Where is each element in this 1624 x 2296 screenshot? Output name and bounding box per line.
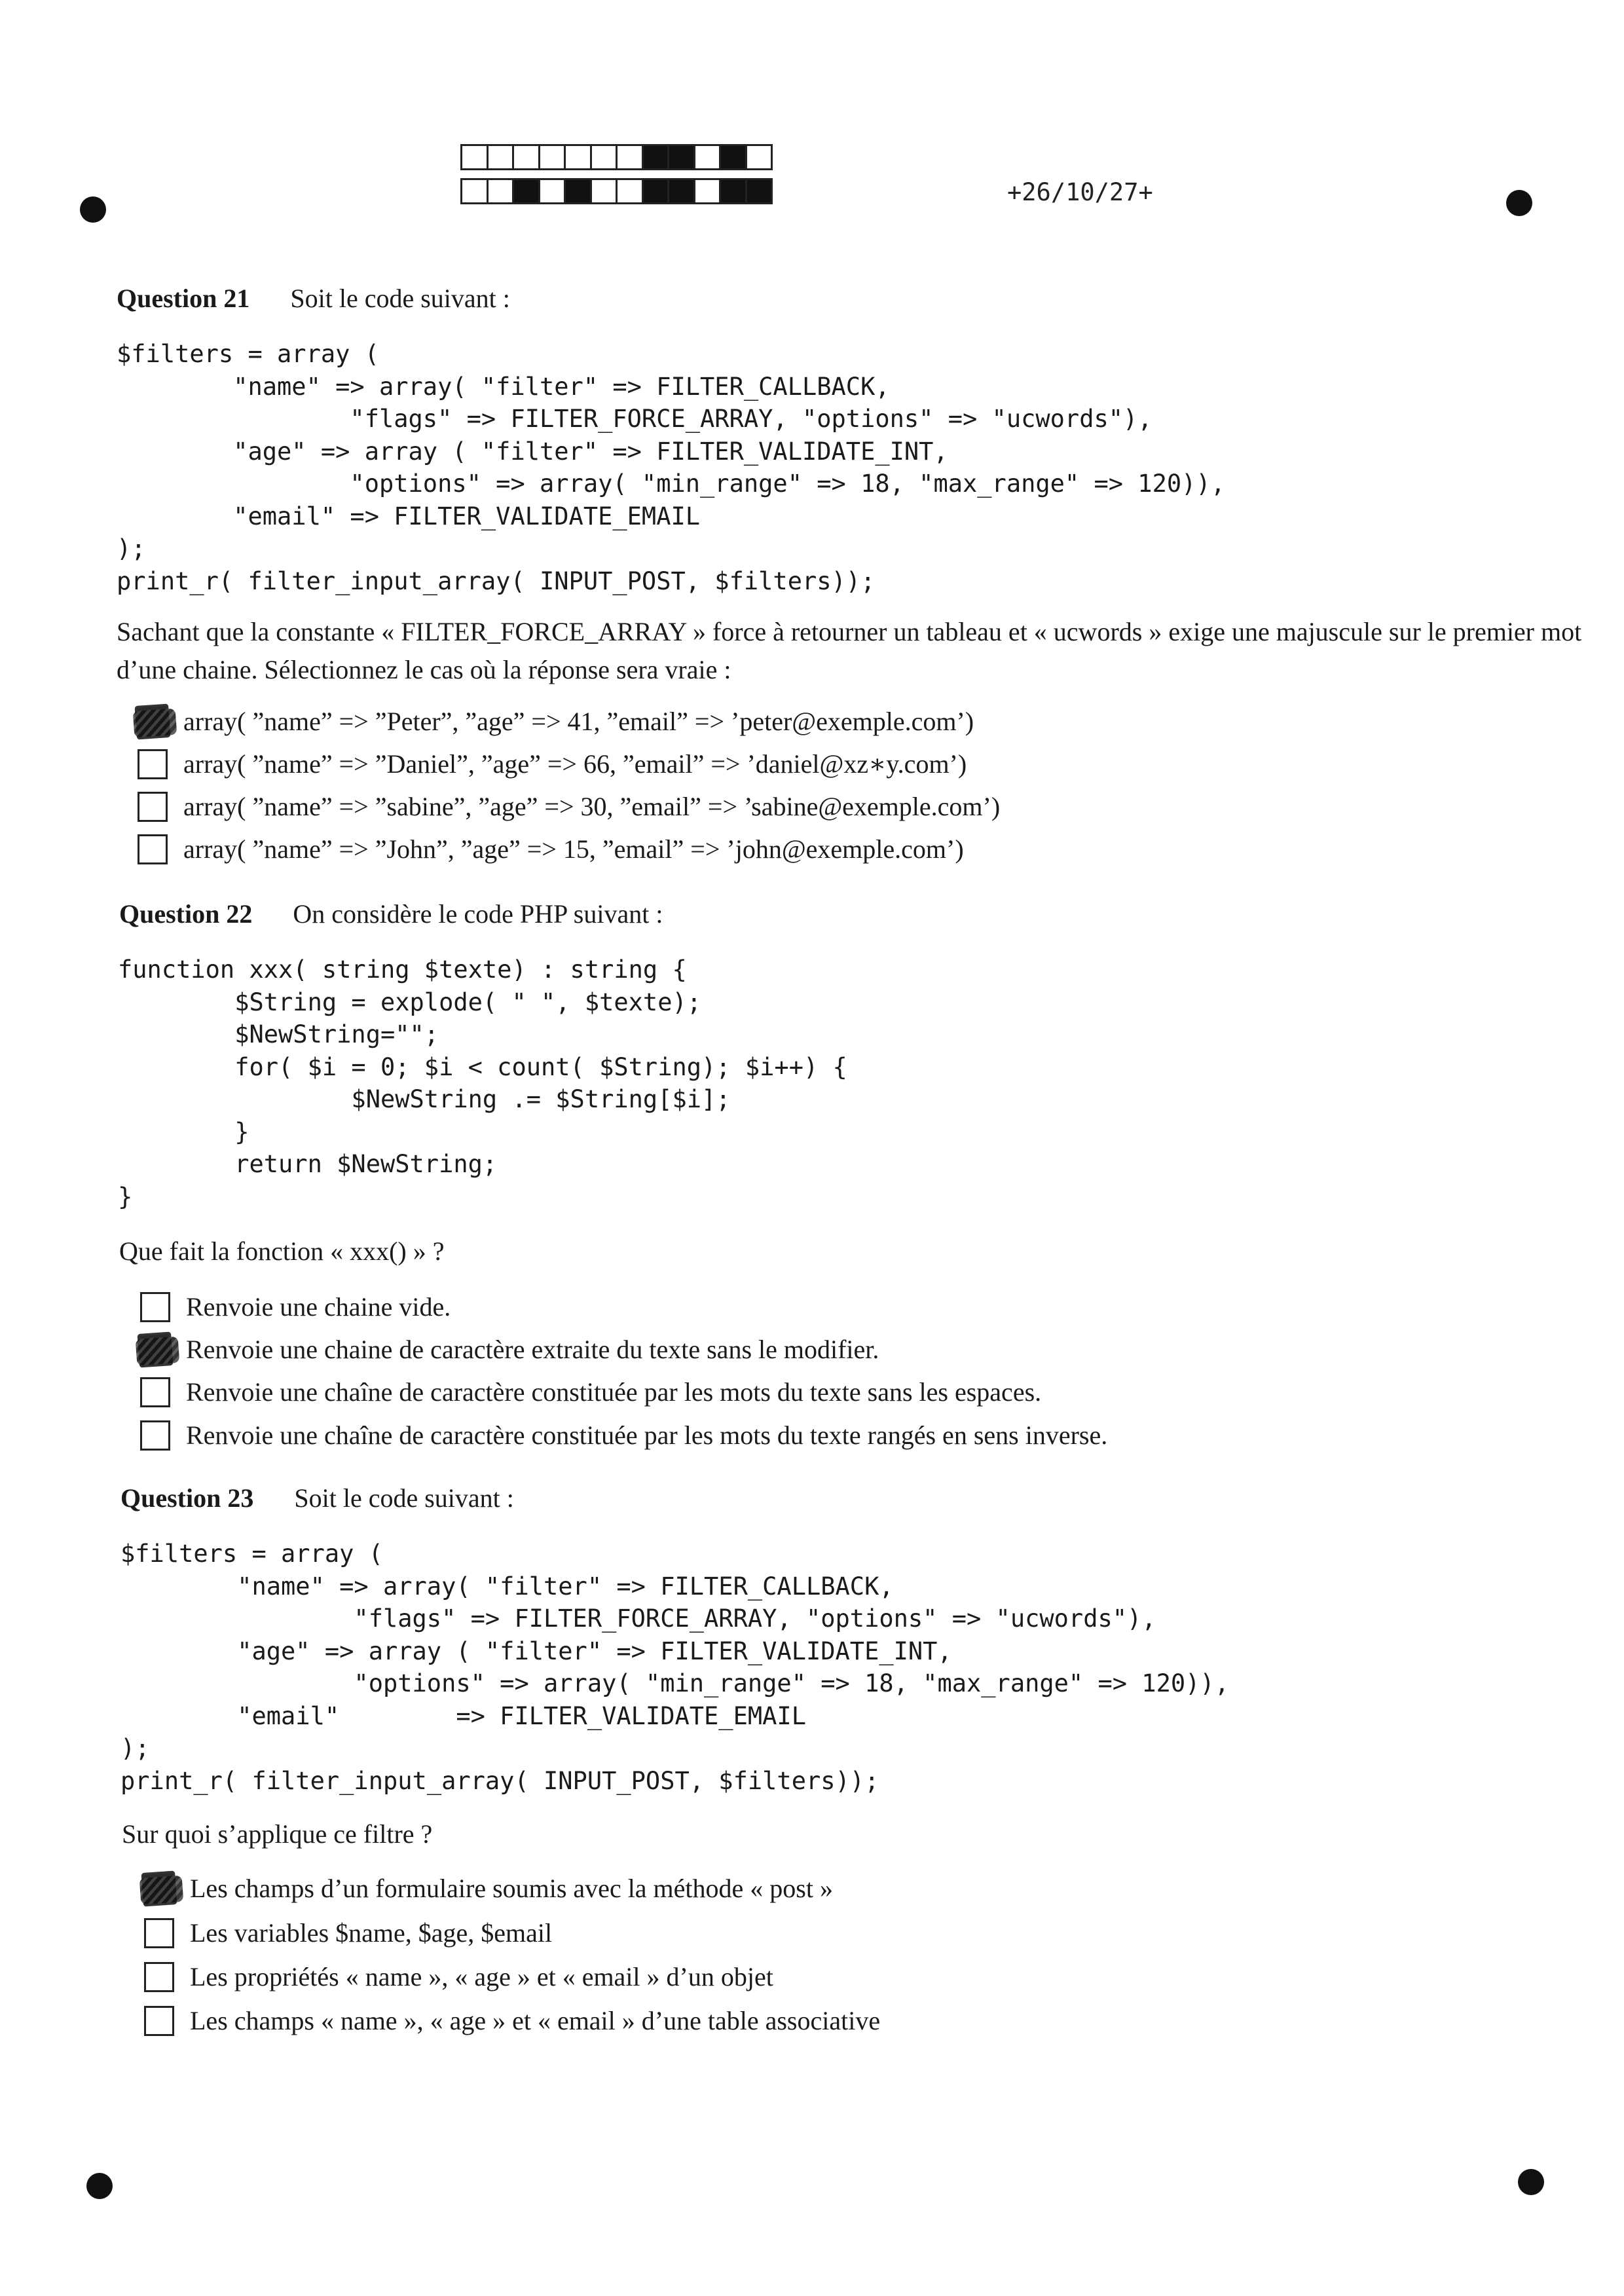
barcode-cell <box>693 178 722 204</box>
checkbox[interactable] <box>141 1870 177 1906</box>
barcode-row-1 <box>460 144 771 170</box>
question-21-code: $filters = array ( "name" => array( "filter" => FILTER_CALLBACK, "flags" => FILTER_FORCE_ARRAY, "options" => "ucwords"), "age" => array ( "filter" => FILTER_VALIDATE_INT, "options" => array( "min_range" => 18, "max_range" => 120)), "email" => FILTER_VALIDATE_EMAIL ); print_r( filter_input_array( INPUT_POST, $filters)); <box>117 340 1225 595</box>
question-22-option-1[interactable] <box>140 1291 451 1322</box>
option-label: Renvoie une chaine de caractère extraite du texte sans le modifier. <box>186 1335 879 1364</box>
checkbox[interactable] <box>144 1962 174 1992</box>
option-label: Renvoie une chaine vide. <box>186 1292 451 1322</box>
question-21-option-2[interactable] <box>138 749 967 779</box>
barcode-cell <box>564 144 592 170</box>
barcode-cell <box>538 178 566 204</box>
question-23-option-1[interactable] <box>144 1873 833 1904</box>
barcode-cell <box>642 178 670 204</box>
barcode-cell <box>642 144 670 170</box>
option-label: array( ”name” => ”Daniel”, ”age” => 66, ”email” => ’daniel@xz∗y.com’) <box>183 749 967 779</box>
barcode-cell <box>719 178 747 204</box>
registration-dot-top-right <box>1506 190 1532 216</box>
question-23-option-2[interactable] <box>144 1917 552 1948</box>
barcode-cell <box>616 178 644 204</box>
checkbox[interactable] <box>135 703 171 739</box>
barcode-row-2 <box>460 178 771 204</box>
barcode-cell <box>745 144 773 170</box>
question-22-option-4[interactable] <box>140 1420 1107 1451</box>
barcode-cell <box>487 178 515 204</box>
barcode-cell <box>667 178 695 204</box>
option-label: array( ”name” => ”Peter”, ”age” => 41, ”email” => ’peter@exemple.com’) <box>183 707 974 736</box>
question-21-option-3[interactable] <box>138 791 1000 822</box>
option-label: Les champs « name », « age » et « email » d’une table associative <box>190 2006 881 2035</box>
question-22-heading <box>119 898 663 929</box>
question-prompt: Soit le code suivant : <box>294 1483 514 1513</box>
checkbox[interactable] <box>138 1331 174 1367</box>
question-21-option-1[interactable] <box>138 706 974 737</box>
checkbox[interactable] <box>138 792 168 822</box>
option-label: Les propriétés « name », « age » et « email » d’un objet <box>190 1962 773 1991</box>
question-number: Question 21 <box>117 284 250 313</box>
checkbox[interactable] <box>140 1420 170 1451</box>
barcode-cell <box>460 144 489 170</box>
registration-dot-top-left <box>80 196 106 223</box>
option-label: array( ”name” => ”John”, ”age” => 15, ”email” => ’john@exemple.com’) <box>183 834 964 864</box>
option-label: array( ”name” => ”sabine”, ”age” => 30, ”email” => ’sabine@exemple.com’) <box>183 792 1001 821</box>
checkbox[interactable] <box>138 749 168 779</box>
registration-dot-bottom-right <box>1518 2169 1544 2195</box>
question-number: Question 22 <box>119 899 253 929</box>
question-23-option-3[interactable] <box>144 1961 773 1992</box>
question-21-text: Sachant que la constante « FILTER_FORCE_ARRAY » force à retourner un tableau et « ucwords » exige une majuscule sur le premier mot d’une chaine. Sélectionnez le cas où la réponse sera vraie : <box>117 617 1582 684</box>
barcode-cell <box>590 178 618 204</box>
option-label: Renvoie une chaîne de caractère constituée par les mots du texte rangés en sens inverse. <box>186 1420 1108 1450</box>
barcode-cell <box>512 178 540 204</box>
question-prompt: Soit le code suivant : <box>290 284 510 313</box>
barcode-cell <box>538 144 566 170</box>
barcode-cell <box>460 178 489 204</box>
question-prompt: On considère le code PHP suivant : <box>293 899 663 929</box>
question-22-option-2[interactable] <box>140 1334 879 1365</box>
barcode-cell <box>616 144 644 170</box>
question-21-heading <box>117 283 510 314</box>
barcode-cell <box>590 144 618 170</box>
question-22-code: function xxx( string $texte) : string { $String = explode( " ", $texte); $NewString=""; for( $i = 0; $i < count( $String); $i++) { $NewString .= $String[$i]; } return $NewString; } <box>118 955 847 1211</box>
option-label: Renvoie une chaîne de caractère constituée par les mots du texte sans les espaces. <box>186 1377 1042 1407</box>
checkbox[interactable] <box>144 1918 174 1948</box>
sheet-id: +26/10/27+ <box>1007 178 1153 206</box>
question-22-text: Que fait la fonction « xxx() » ? <box>119 1236 445 1266</box>
question-23-text: Sur quoi s’applique ce filtre ? <box>122 1819 433 1849</box>
barcode-cell <box>512 144 540 170</box>
question-number: Question 23 <box>120 1483 254 1513</box>
question-22-option-3[interactable] <box>140 1377 1041 1407</box>
registration-dot-bottom-left <box>86 2173 113 2199</box>
question-21-option-4[interactable] <box>138 834 964 864</box>
question-23-heading <box>120 1483 514 1513</box>
barcode-cell <box>745 178 773 204</box>
checkbox[interactable] <box>140 1377 170 1407</box>
barcode-cell <box>719 144 747 170</box>
question-23-option-4[interactable] <box>144 2005 880 2036</box>
barcode-cell <box>693 144 722 170</box>
checkbox[interactable] <box>144 2006 174 2036</box>
option-label: Les champs d’un formulaire soumis avec la méthode « post » <box>190 1874 833 1903</box>
checkbox[interactable] <box>140 1292 170 1322</box>
question-23-code: $filters = array ( "name" => array( "filter" => FILTER_CALLBACK, "flags" => FILTER_FORCE_ARRAY, "options" => "ucwords"), "age" => array ( "filter" => FILTER_VALIDATE_INT, "options" => array( "min_range" => 18, "max_range" => 120)), "email" => FILTER_VALIDATE_EMAIL ); print_r( filter_input_array( INPUT_POST, $filters)); <box>120 1540 1229 1795</box>
checkbox[interactable] <box>138 834 168 864</box>
barcode-cell <box>487 144 515 170</box>
barcode-cell <box>667 144 695 170</box>
option-label: Les variables $name, $age, $email <box>190 1918 553 1948</box>
barcode-cell <box>564 178 592 204</box>
